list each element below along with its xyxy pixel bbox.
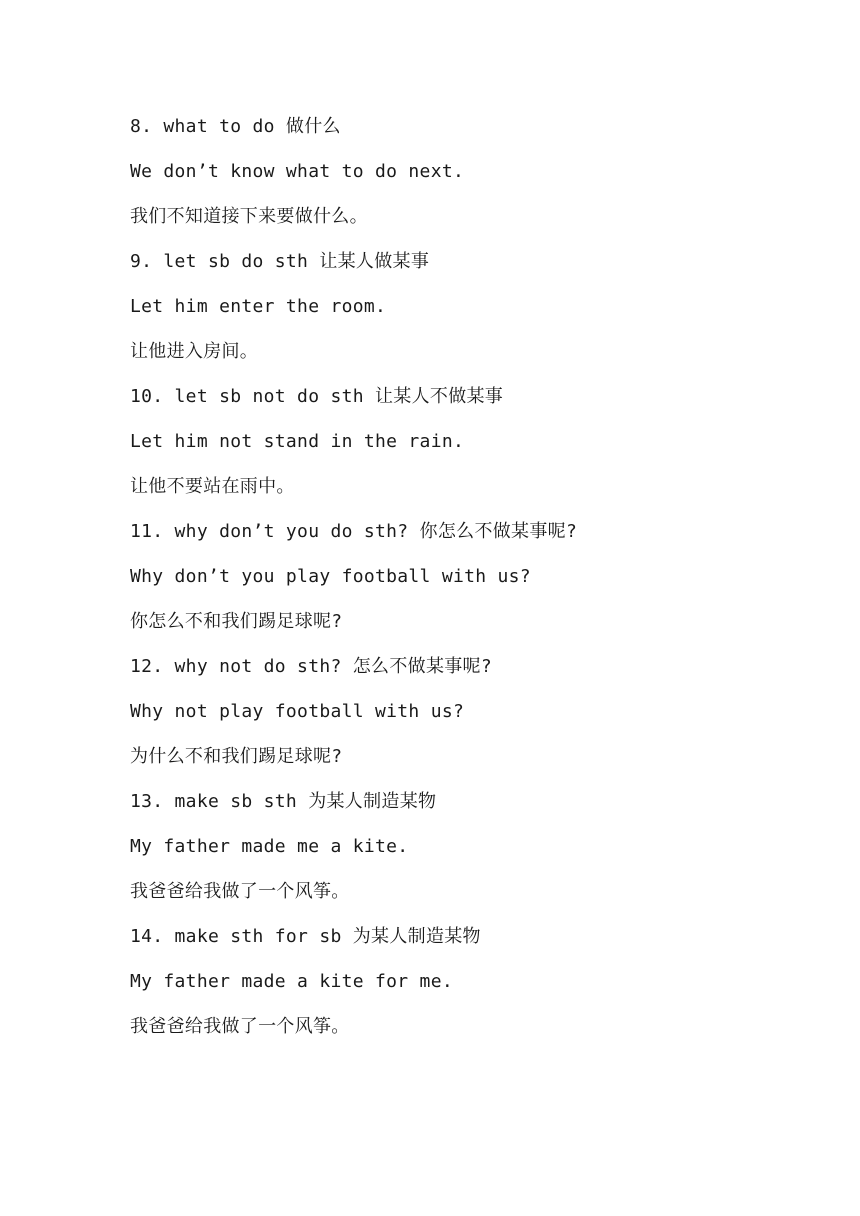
example-sentence-english: Why not play football with us? <box>130 701 465 722</box>
phrase-heading-9: 9. let sb do sth 让某人做某事 <box>130 251 430 272</box>
phrase-heading-11: 11. why don’t you do sth? 你怎么不做某事呢? <box>130 521 578 542</box>
example-sentence-chinese: 让他进入房间。 <box>130 341 259 362</box>
example-sentence-chinese: 你怎么不和我们踢足球呢? <box>130 611 343 632</box>
phrase-heading-13: 13. make sb sth 为某人制造某物 <box>130 791 437 812</box>
example-sentence-english: Let him not stand in the rain. <box>130 431 465 452</box>
example-sentence-chinese: 我们不知道接下来要做什么。 <box>130 206 368 227</box>
example-sentence-english: Let him enter the room. <box>130 296 387 317</box>
document-body <box>130 112 830 1057</box>
phrase-heading-8: 8. what to do 做什么 <box>130 116 341 137</box>
phrase-heading-12: 12. why not do sth? 怎么不做某事呢? <box>130 656 492 677</box>
phrase-heading-14: 14. make sth for sb 为某人制造某物 <box>130 926 481 947</box>
example-sentence-chinese: 我爸爸给我做了一个风筝。 <box>130 1016 350 1037</box>
example-sentence-chinese: 我爸爸给我做了一个风筝。 <box>130 881 350 902</box>
example-sentence-english: We don’t know what to do next. <box>130 161 465 182</box>
phrase-heading-10: 10. let sb not do sth 让某人不做某事 <box>130 386 504 407</box>
example-sentence-english: Why don’t you play football with us? <box>130 566 531 587</box>
example-sentence-english: My father made me a kite. <box>130 836 409 857</box>
example-sentence-chinese: 为什么不和我们踢足球呢? <box>130 746 343 767</box>
example-sentence-english: My father made a kite for me. <box>130 971 453 992</box>
example-sentence-chinese: 让他不要站在雨中。 <box>130 476 295 497</box>
